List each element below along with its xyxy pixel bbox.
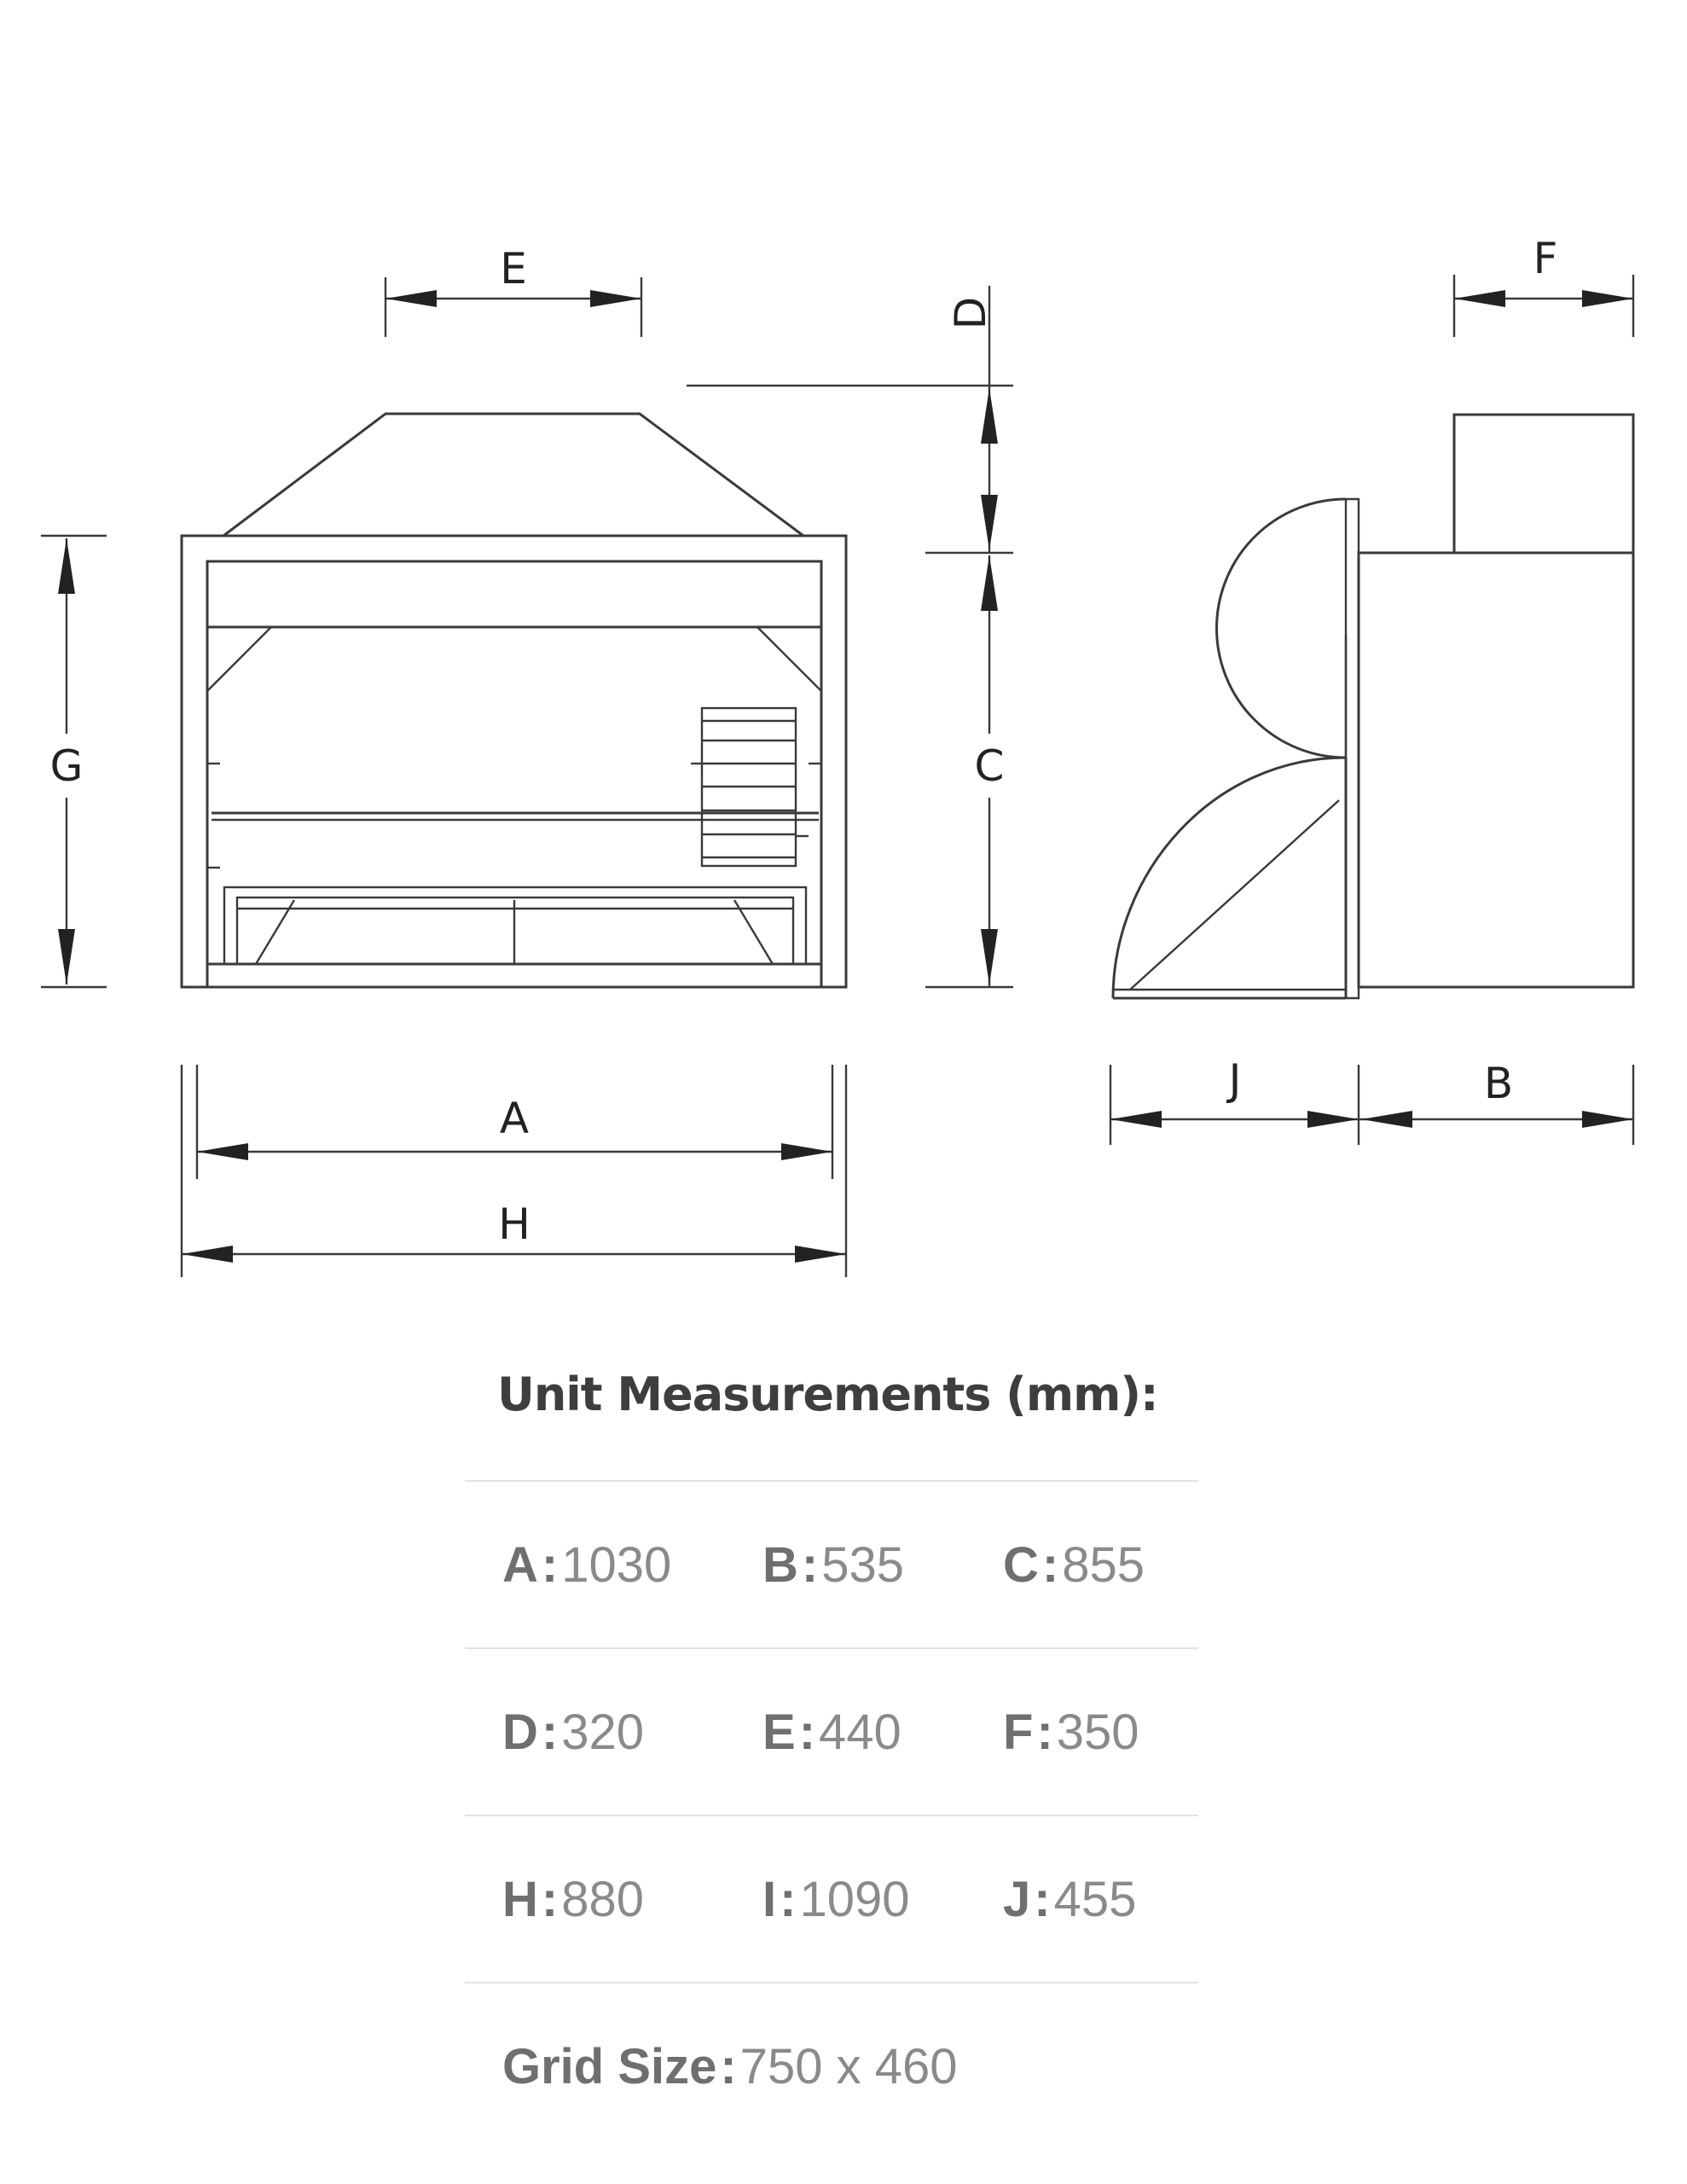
dimension-j — [1110, 1055, 1359, 1145]
side-body — [1359, 553, 1633, 987]
specs-grid-row — [465, 1984, 1198, 2149]
label-b: B — [1483, 1059, 1514, 1108]
label-a: A — [499, 1094, 530, 1143]
side-chimney — [1454, 415, 1633, 553]
specs-row — [465, 1649, 1198, 1816]
label-j: J — [1228, 1055, 1242, 1105]
dimension-g — [41, 536, 107, 987]
label-c: C — [974, 741, 1005, 791]
dimension-c — [925, 555, 1013, 987]
spec-d: D:320 — [502, 1704, 644, 1760]
spec-i: I:1090 — [762, 1871, 910, 1927]
label-h: H — [498, 1199, 530, 1249]
dimension-d — [687, 286, 1013, 553]
side-upper-door — [1217, 499, 1346, 758]
specs-row — [465, 1482, 1198, 1649]
spec-e: E:440 — [762, 1704, 901, 1760]
spec-f: F:350 — [1003, 1704, 1139, 1760]
spec-grid-size: Grid Size:750 x 460 — [502, 2038, 958, 2094]
spec-j: J:455 — [1003, 1871, 1137, 1927]
unit-measurements-table — [465, 1352, 1198, 2149]
dimension-e — [386, 244, 641, 337]
side-lower-door — [1113, 758, 1346, 998]
dimension-b — [1359, 1059, 1633, 1145]
label-e: E — [500, 244, 527, 293]
label-d: D — [946, 296, 995, 330]
side-view — [1113, 415, 1633, 998]
spec-h: H:880 — [502, 1871, 644, 1927]
spec-c: C:855 — [1003, 1536, 1145, 1593]
front-view — [182, 414, 846, 987]
dimension-f — [1454, 234, 1633, 337]
spec-a: A:1030 — [502, 1536, 672, 1593]
front-hood — [223, 414, 803, 536]
dimension-a — [197, 1065, 832, 1179]
label-f: F — [1533, 234, 1558, 283]
specs-heading: Unit Measurements (mm): — [465, 1352, 1198, 1482]
spec-b: B:535 — [762, 1536, 904, 1593]
label-g: G — [49, 741, 84, 791]
specs-row — [465, 1816, 1198, 1984]
